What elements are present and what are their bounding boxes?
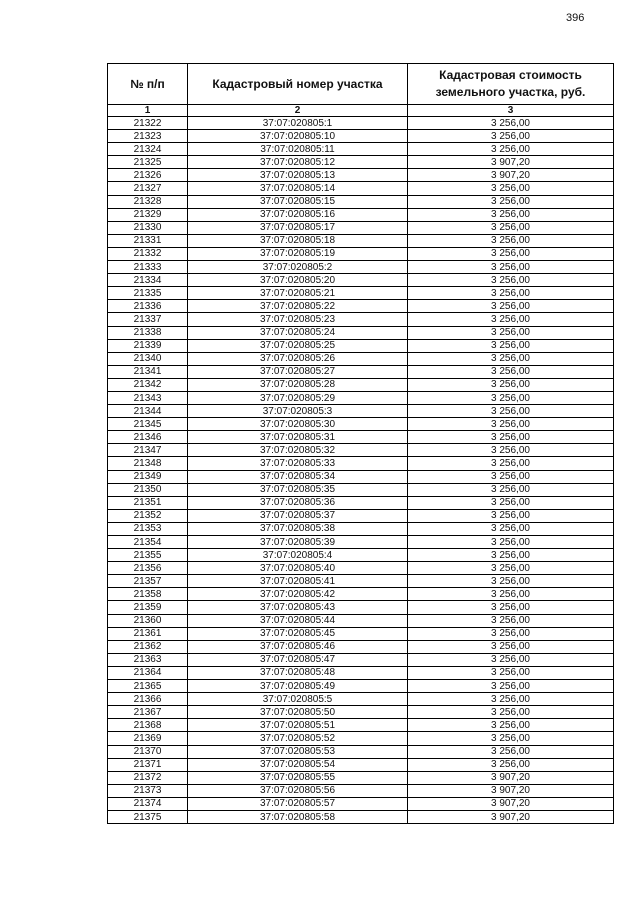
table-row xyxy=(108,339,614,352)
row-cadastral-number: 37:07:020805:2 xyxy=(188,261,408,274)
row-cadastral-value: 3 256,00 xyxy=(408,536,614,549)
table-row xyxy=(108,117,614,130)
row-index: 21337 xyxy=(108,313,188,326)
row-index: 21352 xyxy=(108,509,188,522)
row-cadastral-number: 37:07:020805:50 xyxy=(188,706,408,719)
row-cadastral-number: 37:07:020805:33 xyxy=(188,457,408,470)
row-cadastral-value: 3 907,20 xyxy=(408,797,614,810)
table-row xyxy=(108,784,614,797)
row-index: 21360 xyxy=(108,614,188,627)
row-index: 21350 xyxy=(108,483,188,496)
row-index: 21349 xyxy=(108,470,188,483)
row-cadastral-value: 3 256,00 xyxy=(408,627,614,640)
table-row xyxy=(108,234,614,247)
row-index: 21328 xyxy=(108,195,188,208)
table-row xyxy=(108,666,614,679)
row-cadastral-value: 3 256,00 xyxy=(408,745,614,758)
row-cadastral-number: 37:07:020805:25 xyxy=(188,339,408,352)
row-index: 21343 xyxy=(108,391,188,404)
row-cadastral-number: 37:07:020805:11 xyxy=(188,143,408,156)
table-row xyxy=(108,326,614,339)
table-row xyxy=(108,391,614,404)
row-cadastral-value: 3 256,00 xyxy=(408,274,614,287)
table-row xyxy=(108,575,614,588)
row-cadastral-number: 37:07:020805:12 xyxy=(188,156,408,169)
row-cadastral-number: 37:07:020805:15 xyxy=(188,195,408,208)
row-index: 21329 xyxy=(108,208,188,221)
row-cadastral-number: 37:07:020805:57 xyxy=(188,797,408,810)
row-cadastral-number: 37:07:020805:35 xyxy=(188,483,408,496)
row-index: 21368 xyxy=(108,719,188,732)
row-cadastral-number: 37:07:020805:19 xyxy=(188,247,408,260)
page-number: 396 xyxy=(566,12,585,24)
row-cadastral-number: 37:07:020805:17 xyxy=(188,221,408,234)
row-cadastral-number: 37:07:020805:54 xyxy=(188,758,408,771)
row-cadastral-number: 37:07:020805:1 xyxy=(188,117,408,130)
row-cadastral-value: 3 256,00 xyxy=(408,352,614,365)
row-index: 21367 xyxy=(108,706,188,719)
row-index: 21354 xyxy=(108,536,188,549)
row-cadastral-number: 37:07:020805:16 xyxy=(188,208,408,221)
row-cadastral-value: 3 256,00 xyxy=(408,588,614,601)
row-cadastral-value: 3 256,00 xyxy=(408,247,614,260)
row-cadastral-value: 3 256,00 xyxy=(408,313,614,326)
row-cadastral-value: 3 256,00 xyxy=(408,706,614,719)
row-index: 21359 xyxy=(108,601,188,614)
row-cadastral-value: 3 256,00 xyxy=(408,339,614,352)
table-row xyxy=(108,457,614,470)
row-cadastral-number: 37:07:020805:56 xyxy=(188,784,408,797)
row-index: 21340 xyxy=(108,352,188,365)
row-index: 21336 xyxy=(108,300,188,313)
table-row xyxy=(108,352,614,365)
row-cadastral-number: 37:07:020805:38 xyxy=(188,522,408,535)
table-row xyxy=(108,405,614,418)
row-cadastral-number: 37:07:020805:36 xyxy=(188,496,408,509)
row-index: 21364 xyxy=(108,666,188,679)
row-cadastral-value: 3 256,00 xyxy=(408,405,614,418)
row-index: 21330 xyxy=(108,221,188,234)
row-cadastral-value: 3 256,00 xyxy=(408,391,614,404)
row-cadastral-value: 3 256,00 xyxy=(408,483,614,496)
table-row xyxy=(108,247,614,260)
row-cadastral-value: 3 256,00 xyxy=(408,143,614,156)
row-cadastral-number: 37:07:020805:32 xyxy=(188,444,408,457)
row-index: 21334 xyxy=(108,274,188,287)
row-index: 21325 xyxy=(108,156,188,169)
row-cadastral-number: 37:07:020805:24 xyxy=(188,326,408,339)
table-row xyxy=(108,483,614,496)
row-cadastral-value: 3 256,00 xyxy=(408,195,614,208)
row-cadastral-value: 3 256,00 xyxy=(408,117,614,130)
table-row xyxy=(108,208,614,221)
row-cadastral-value: 3 907,20 xyxy=(408,784,614,797)
row-cadastral-number: 37:07:020805:30 xyxy=(188,418,408,431)
row-index: 21358 xyxy=(108,588,188,601)
row-cadastral-value: 3 256,00 xyxy=(408,234,614,247)
table-row xyxy=(108,195,614,208)
row-index: 21335 xyxy=(108,287,188,300)
table-row xyxy=(108,313,614,326)
column-number-3: 3 xyxy=(408,105,614,117)
row-index: 21339 xyxy=(108,339,188,352)
table-row xyxy=(108,130,614,143)
row-cadastral-number: 37:07:020805:14 xyxy=(188,182,408,195)
row-cadastral-value: 3 256,00 xyxy=(408,732,614,745)
table-row xyxy=(108,549,614,562)
row-cadastral-number: 37:07:020805:29 xyxy=(188,391,408,404)
column-number-row xyxy=(108,105,614,117)
row-index: 21331 xyxy=(108,234,188,247)
row-cadastral-number: 37:07:020805:31 xyxy=(188,431,408,444)
table-row xyxy=(108,274,614,287)
row-cadastral-number: 37:07:020805:10 xyxy=(188,130,408,143)
row-cadastral-number: 37:07:020805:44 xyxy=(188,614,408,627)
table-row xyxy=(108,378,614,391)
table-row xyxy=(108,365,614,378)
table-row xyxy=(108,640,614,653)
row-index: 21341 xyxy=(108,365,188,378)
row-index: 21353 xyxy=(108,522,188,535)
row-cadastral-value: 3 256,00 xyxy=(408,365,614,378)
table-row xyxy=(108,221,614,234)
table-row xyxy=(108,771,614,784)
table-row xyxy=(108,562,614,575)
row-index: 21355 xyxy=(108,549,188,562)
row-cadastral-value: 3 907,20 xyxy=(408,169,614,182)
row-index: 21372 xyxy=(108,771,188,784)
row-index: 21332 xyxy=(108,247,188,260)
row-index: 21345 xyxy=(108,418,188,431)
header-row xyxy=(108,64,614,105)
table-row xyxy=(108,169,614,182)
row-cadastral-value: 3 256,00 xyxy=(408,326,614,339)
row-cadastral-value: 3 256,00 xyxy=(408,719,614,732)
table-row xyxy=(108,300,614,313)
row-index: 21375 xyxy=(108,810,188,823)
row-index: 21357 xyxy=(108,575,188,588)
cadastral-table xyxy=(107,63,614,824)
row-cadastral-number: 37:07:020805:5 xyxy=(188,693,408,706)
row-cadastral-value: 3 256,00 xyxy=(408,444,614,457)
table-row xyxy=(108,287,614,300)
row-index: 21371 xyxy=(108,758,188,771)
table-row xyxy=(108,680,614,693)
row-index: 21347 xyxy=(108,444,188,457)
row-index: 21370 xyxy=(108,745,188,758)
row-index: 21323 xyxy=(108,130,188,143)
table-row xyxy=(108,509,614,522)
table-row xyxy=(108,745,614,758)
table-row xyxy=(108,536,614,549)
table-row xyxy=(108,444,614,457)
row-cadastral-value: 3 256,00 xyxy=(408,601,614,614)
row-cadastral-number: 37:07:020805:53 xyxy=(188,745,408,758)
row-cadastral-number: 37:07:020805:21 xyxy=(188,287,408,300)
row-index: 21342 xyxy=(108,378,188,391)
table-row xyxy=(108,156,614,169)
table-row xyxy=(108,693,614,706)
row-index: 21365 xyxy=(108,680,188,693)
header-cadastral-value-line-2: земельного участка, руб. xyxy=(435,85,586,99)
row-cadastral-value: 3 256,00 xyxy=(408,431,614,444)
column-number-2: 2 xyxy=(188,105,408,117)
row-cadastral-number: 37:07:020805:3 xyxy=(188,405,408,418)
table-row xyxy=(108,653,614,666)
row-index: 21356 xyxy=(108,562,188,575)
row-cadastral-value: 3 256,00 xyxy=(408,470,614,483)
row-cadastral-number: 37:07:020805:41 xyxy=(188,575,408,588)
column-number-1: 1 xyxy=(108,105,188,117)
table-row xyxy=(108,522,614,535)
row-cadastral-value: 3 256,00 xyxy=(408,378,614,391)
row-index: 21338 xyxy=(108,326,188,339)
row-cadastral-value: 3 256,00 xyxy=(408,300,614,313)
table-row xyxy=(108,601,614,614)
header-index: № п/п xyxy=(108,64,188,105)
table-row xyxy=(108,797,614,810)
row-cadastral-value: 3 256,00 xyxy=(408,693,614,706)
row-cadastral-number: 37:07:020805:47 xyxy=(188,653,408,666)
table-row xyxy=(108,261,614,274)
row-cadastral-value: 3 256,00 xyxy=(408,758,614,771)
table-row xyxy=(108,614,614,627)
row-cadastral-value: 3 256,00 xyxy=(408,575,614,588)
row-cadastral-number: 37:07:020805:52 xyxy=(188,732,408,745)
row-cadastral-value: 3 256,00 xyxy=(408,130,614,143)
row-cadastral-value: 3 256,00 xyxy=(408,522,614,535)
row-index: 21361 xyxy=(108,627,188,640)
row-cadastral-number: 37:07:020805:42 xyxy=(188,588,408,601)
row-cadastral-value: 3 256,00 xyxy=(408,509,614,522)
row-cadastral-number: 37:07:020805:39 xyxy=(188,536,408,549)
row-cadastral-number: 37:07:020805:49 xyxy=(188,680,408,693)
row-cadastral-number: 37:07:020805:46 xyxy=(188,640,408,653)
row-cadastral-number: 37:07:020805:23 xyxy=(188,313,408,326)
row-index: 21351 xyxy=(108,496,188,509)
row-cadastral-value: 3 256,00 xyxy=(408,287,614,300)
row-cadastral-value: 3 256,00 xyxy=(408,418,614,431)
row-cadastral-value: 3 256,00 xyxy=(408,562,614,575)
row-index: 21362 xyxy=(108,640,188,653)
row-index: 21374 xyxy=(108,797,188,810)
row-cadastral-number: 37:07:020805:4 xyxy=(188,549,408,562)
row-cadastral-number: 37:07:020805:26 xyxy=(188,352,408,365)
row-cadastral-value: 3 256,00 xyxy=(408,261,614,274)
header-cadastral-number: Кадастровый номер участка xyxy=(188,64,408,105)
table-row xyxy=(108,758,614,771)
row-cadastral-number: 37:07:020805:55 xyxy=(188,771,408,784)
row-cadastral-number: 37:07:020805:27 xyxy=(188,365,408,378)
row-index: 21324 xyxy=(108,143,188,156)
table-row xyxy=(108,810,614,823)
row-cadastral-value: 3 256,00 xyxy=(408,549,614,562)
header-cadastral-value xyxy=(408,64,614,105)
table-row xyxy=(108,496,614,509)
row-cadastral-number: 37:07:020805:43 xyxy=(188,601,408,614)
table-body xyxy=(108,117,614,824)
row-index: 21346 xyxy=(108,431,188,444)
row-cadastral-value: 3 256,00 xyxy=(408,666,614,679)
row-cadastral-number: 37:07:020805:20 xyxy=(188,274,408,287)
row-index: 21369 xyxy=(108,732,188,745)
row-index: 21366 xyxy=(108,693,188,706)
row-index: 21326 xyxy=(108,169,188,182)
row-index: 21327 xyxy=(108,182,188,195)
row-index: 21322 xyxy=(108,117,188,130)
row-index: 21344 xyxy=(108,405,188,418)
row-cadastral-number: 37:07:020805:22 xyxy=(188,300,408,313)
row-cadastral-value: 3 256,00 xyxy=(408,208,614,221)
table-row xyxy=(108,627,614,640)
row-cadastral-number: 37:07:020805:28 xyxy=(188,378,408,391)
row-cadastral-number: 37:07:020805:37 xyxy=(188,509,408,522)
row-index: 21333 xyxy=(108,261,188,274)
row-index: 21373 xyxy=(108,784,188,797)
row-cadastral-number: 37:07:020805:13 xyxy=(188,169,408,182)
row-cadastral-value: 3 256,00 xyxy=(408,680,614,693)
row-cadastral-number: 37:07:020805:48 xyxy=(188,666,408,679)
row-index: 21348 xyxy=(108,457,188,470)
row-index: 21363 xyxy=(108,653,188,666)
row-cadastral-value: 3 256,00 xyxy=(408,221,614,234)
row-cadastral-value: 3 256,00 xyxy=(408,182,614,195)
row-cadastral-number: 37:07:020805:18 xyxy=(188,234,408,247)
row-cadastral-number: 37:07:020805:58 xyxy=(188,810,408,823)
row-cadastral-number: 37:07:020805:51 xyxy=(188,719,408,732)
table-row xyxy=(108,143,614,156)
row-cadastral-number: 37:07:020805:45 xyxy=(188,627,408,640)
table-row xyxy=(108,182,614,195)
table-row xyxy=(108,732,614,745)
table-row xyxy=(108,706,614,719)
row-cadastral-number: 37:07:020805:34 xyxy=(188,470,408,483)
row-cadastral-number: 37:07:020805:40 xyxy=(188,562,408,575)
row-cadastral-value: 3 256,00 xyxy=(408,457,614,470)
row-cadastral-value: 3 256,00 xyxy=(408,653,614,666)
table-row xyxy=(108,470,614,483)
table-row xyxy=(108,418,614,431)
header-cadastral-value-line-1: Кадастровая стоимость xyxy=(439,68,582,82)
row-cadastral-value: 3 907,20 xyxy=(408,156,614,169)
row-cadastral-value: 3 907,20 xyxy=(408,810,614,823)
row-cadastral-value: 3 256,00 xyxy=(408,496,614,509)
table-row xyxy=(108,431,614,444)
table-row xyxy=(108,719,614,732)
table-row xyxy=(108,588,614,601)
row-cadastral-value: 3 907,20 xyxy=(408,771,614,784)
row-cadastral-value: 3 256,00 xyxy=(408,640,614,653)
row-cadastral-value: 3 256,00 xyxy=(408,614,614,627)
